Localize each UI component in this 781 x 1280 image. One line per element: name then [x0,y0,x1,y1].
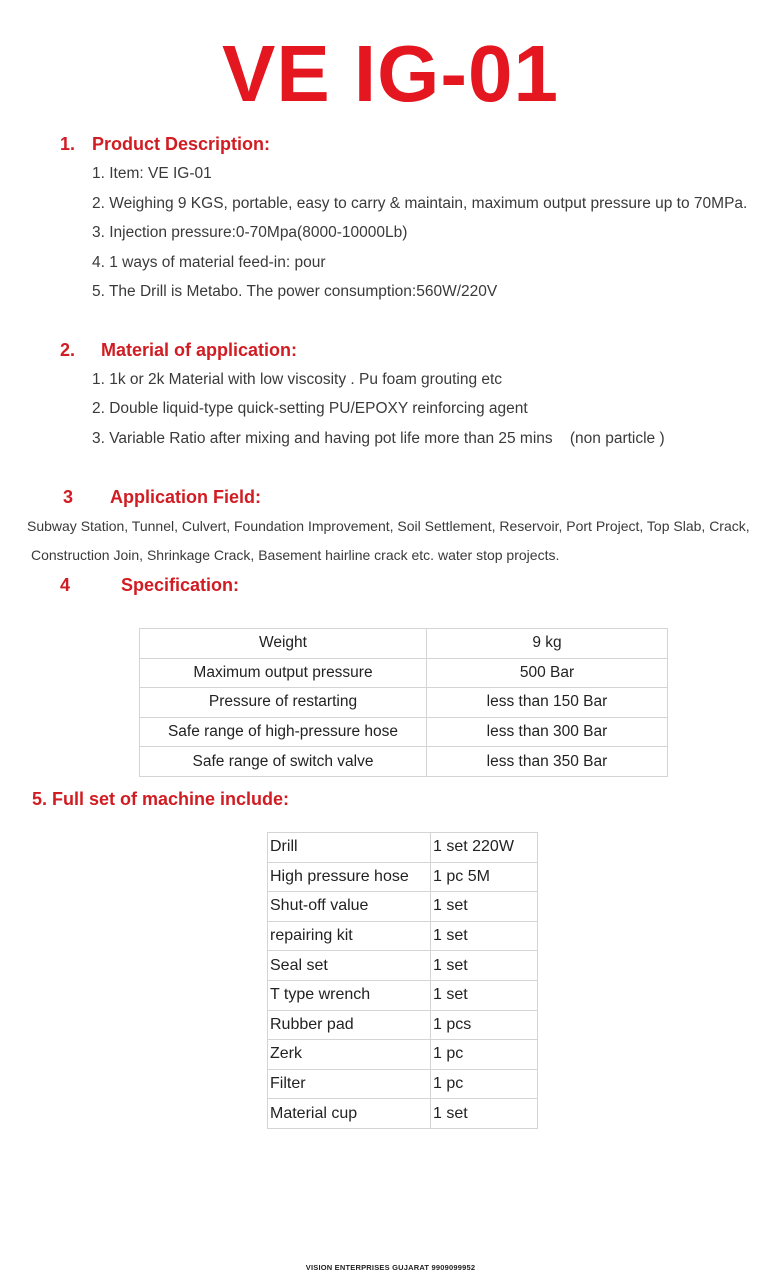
list-item: 4. 1 ways of material feed-in: pour [92,254,326,271]
kit-item: Material cup [268,1099,431,1129]
kit-item: Drill [268,833,431,863]
section-heading-kit: 5. Full set of machine include: [32,789,290,809]
kit-item: repairing kit [268,921,431,951]
kit-item: High pressure hose [268,862,431,892]
field-text-line: Subway Station, Tunnel, Culvert, Foundation Improvement, Soil Settlement, Reservoir, Port Project, Top Slab, Crack, [27,518,750,534]
kit-item: Zerk [268,1040,431,1070]
section-number: 3 [63,487,74,507]
spec-key: Safe range of switch valve [140,747,427,777]
kit-qty: 1 set [431,951,538,981]
kit-qty: 1 pc [431,1069,538,1099]
list-item: 3. Variable Ratio after mixing and having pot life more than 25 mins (non particle ) [92,430,665,447]
spec-key: Maximum output pressure [140,658,427,688]
table-row [268,980,538,1010]
table-row [268,892,538,922]
section-number: 1. [60,134,76,154]
kit-item: T type wrench [268,980,431,1010]
table-row [140,658,668,688]
spec-table [139,628,668,777]
table-row [268,1069,538,1099]
spec-value: less than 350 Bar [427,747,668,777]
kit-qty: 1 pcs [431,1010,538,1040]
table-row [140,717,668,747]
page-title: VE IG-01 [221,29,560,118]
table-row [268,921,538,951]
table-row [140,688,668,718]
section-heading-product [60,134,270,155]
kit-qty: 1 pc [431,1040,538,1070]
section-heading-material [60,340,297,361]
spec-key: Weight [140,629,427,659]
section-number: 2. [60,340,76,360]
spec-value: less than 300 Bar [427,717,668,747]
table-row [268,1010,538,1040]
section-number: 4 [60,575,71,595]
kit-item: Shut-off value [268,892,431,922]
list-item: 5. The Drill is Metabo. The power consumption:560W/220V [92,283,498,300]
kit-item: Filter [268,1069,431,1099]
kit-qty: 1 set [431,921,538,951]
list-item: 3. Injection pressure:0-70Mpa(8000-10000Lb) [92,224,408,241]
section-title: Product Description: [92,134,271,154]
section-title: Specification: [121,575,240,595]
kit-qty: 1 pc 5M [431,862,538,892]
footer-text: VISION ENTERPRISES GUJARAT 9909099952 [305,1263,476,1272]
kit-qty: 1 set [431,1099,538,1129]
spec-key: Pressure of restarting [140,688,427,718]
section-title: Application Field: [110,487,261,507]
table-row [268,1099,538,1129]
table-row [268,862,538,892]
kit-item: Rubber pad [268,1010,431,1040]
spec-key: Safe range of high-pressure hose [140,717,427,747]
table-row [268,951,538,981]
section-heading-spec [60,575,239,596]
section-heading-field [63,487,261,508]
table-row [140,747,668,777]
spec-value: less than 150 Bar [427,688,668,718]
table-row [268,1040,538,1070]
list-item: 2. Weighing 9 KGS, portable, easy to carry & maintain, maximum output pressure up to 70MPa. [92,195,748,212]
kit-table [267,832,538,1129]
kit-item: Seal set [268,951,431,981]
list-item: 1. Item: VE IG-01 [92,165,212,182]
list-item: 1. 1k or 2k Material with low viscosity . Pu foam grouting etc [92,371,503,388]
kit-qty: 1 set [431,892,538,922]
table-row [140,629,668,659]
kit-qty: 1 set 220W [431,833,538,863]
spec-value: 9 kg [427,629,668,659]
spec-value: 500 Bar [427,658,668,688]
field-text-line: Construction Join, Shrinkage Crack, Basement hairline crack etc. water stop projects. [31,547,560,563]
list-item: 2. Double liquid-type quick-setting PU/EPOXY reinforcing agent [92,400,528,417]
section-title: Material of application: [101,340,298,360]
table-row [268,833,538,863]
kit-qty: 1 set [431,980,538,1010]
